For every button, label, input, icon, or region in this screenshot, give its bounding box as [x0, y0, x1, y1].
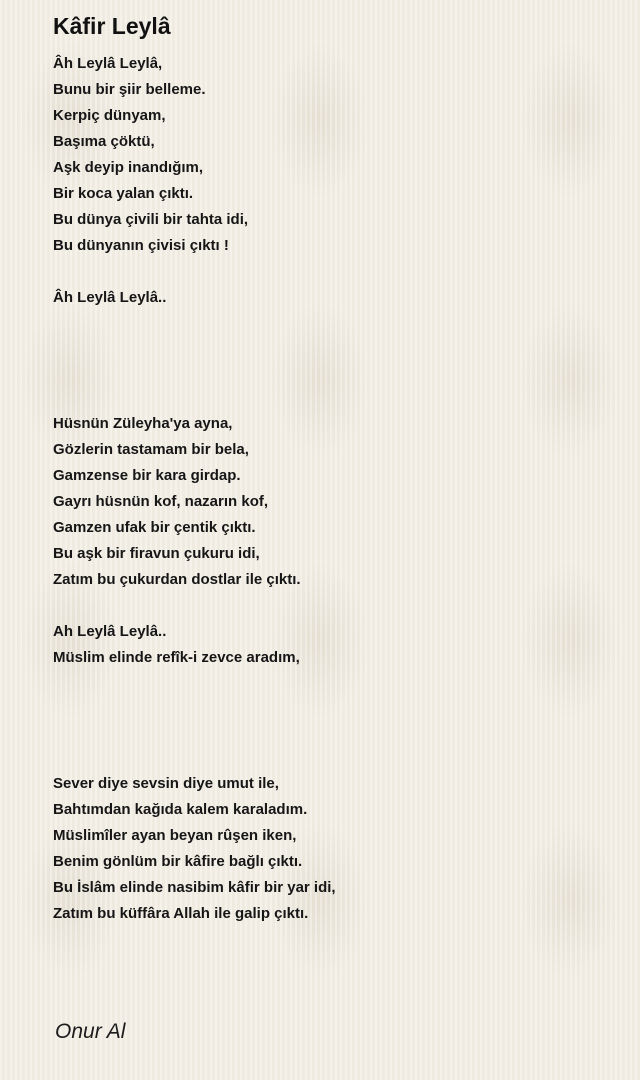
poem-line: Gözlerin tastamam bir bela,: [53, 441, 249, 458]
poem-line: Zatım bu küffâra Allah ile galip çıktı.: [53, 905, 309, 922]
stanza-5: [53, 771, 336, 927]
poem-line: Bir koca yalan çıktı.: [53, 185, 194, 202]
poem-line: Sever diye sevsin diye umut ile,: [53, 775, 279, 792]
poem-line: Bu dünyanın çivisi çıktı !: [53, 237, 229, 254]
poem-line: Âh Leylâ Leylâ,: [53, 55, 163, 72]
author-name: Onur Al: [55, 1020, 126, 1043]
stanza-4: [53, 619, 300, 671]
poem-line: Gamzen ufak bir çentik çıktı.: [53, 519, 256, 536]
poem-line: Bu aşk bir firavun çukuru idi,: [53, 545, 260, 562]
poem-line: Bu dünya çivili bir tahta idi,: [53, 211, 249, 228]
poem-line: Bunu bir şiir belleme.: [53, 81, 206, 98]
poem-line: Müslim elinde refîk-i zevce aradım,: [53, 649, 300, 666]
stanza-2: [53, 285, 166, 311]
poem-line: Gamzense bir kara girdap.: [53, 467, 241, 484]
poem-line: Hüsnün Züleyha'ya ayna,: [53, 415, 233, 432]
stanza-1: [53, 51, 248, 259]
poem-title: Kâfir Leylâ: [53, 13, 171, 39]
poem-line: Ah Leylâ Leylâ..: [53, 623, 167, 640]
poem-line: Zatım bu çukurdan dostlar ile çıktı.: [53, 571, 301, 588]
poem-line: Bu İslâm elinde nasibim kâfir bir yar idi,: [53, 879, 336, 896]
poem-line: Âh Leylâ Leylâ..: [53, 289, 167, 306]
poem-line: Gayrı hüsnün kof, nazarın kof,: [53, 493, 269, 510]
poem-line: Başıma çöktü,: [53, 133, 155, 150]
poem-line: Benim gönlüm bir kâfire bağlı çıktı.: [53, 853, 303, 870]
poem-line: Bahtımdan kağıda kalem karaladım.: [53, 801, 308, 818]
poem-line: Müslimîler ayan beyan rûşen iken,: [53, 827, 297, 844]
poem-line: Kerpiç dünyam,: [53, 107, 166, 124]
stanza-3: [53, 411, 301, 593]
poem-line: Aşk deyip inandığım,: [53, 159, 204, 176]
